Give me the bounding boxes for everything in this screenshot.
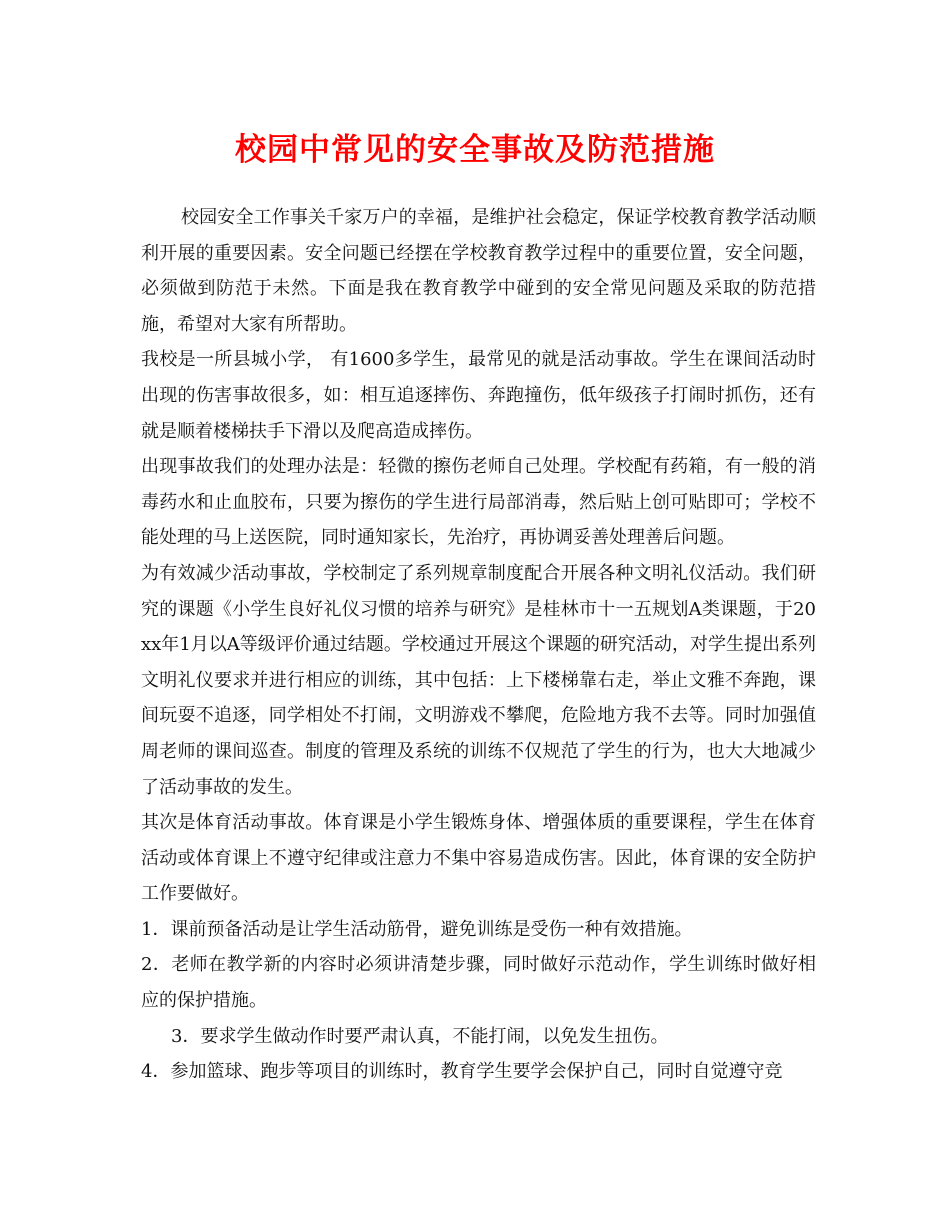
- paragraph-handling-method: 出现事故我们的处理办法是：轻微的擦伤老师自己处理。学校配有药箱，有一般的消毒药水和止血胶布，只要为擦伤的学生进行局部消毒，然后贴上创可贴即可；学校不能处理的马上送医院，同时通知家长，先治疗，再协调妥善处理善后问题。: [141, 456, 816, 549]
- list-item-4: 4．参加篮球、跑步等项目的训练时，教育学生要学会保护自己，同时自觉遵守竞: [141, 1061, 783, 1083]
- document-body: [141, 200, 816, 1090]
- list-item-2: 2．老师在教学新的内容时必须讲清楚步骤，同时做好示范动作，学生训练时做好相应的保护措施。: [141, 954, 816, 1012]
- list-item-1: 1．课前预备活动是让学生活动筋骨，避免训练是受伤一种有效措施。: [141, 918, 693, 940]
- list-item-3: 3．要求学生做动作时要严肃认真，不能打闹，以免发生扭伤。: [171, 1025, 669, 1047]
- document-title: 校园中常见的安全事故及防范措施: [235, 132, 715, 168]
- paragraph-school-background: 我校是一所县城小学， 有1600多学生，最常见的就是活动事故。学生在课间活动时出现的伤害事故很多，如：相互追逐摔伤、奔跑撞伤，低年级孩子打闹时抓伤，还有就是顺着楼梯扶手下滑以及爬高造成摔伤。: [141, 349, 816, 442]
- paragraph-intro: 校园安全工作事关千家万户的幸福，是维护社会稳定，保证学校教育教学活动顺利开展的重要因素。安全问题已经摆在学校教育教学过程中的重要位置，安全问题，必须做到防范于未然。下面是我在教育教学中碰到的安全常见问题及采取的防范措施，希望对大家有所帮助。: [141, 207, 816, 335]
- paragraph-pe-accidents: 其次是体育活动事故。体育课是小学生锻炼身体、增强体质的重要课程，学生在体育活动或体育课上不遵守纪律或注意力不集中容易造成伤害。因此，体育课的安全防护工作要做好。: [141, 812, 816, 905]
- paragraph-prevention-measures: 为有效减少活动事故，学校制定了系列规章制度配合开展各种文明礼仪活动。我们研究的课题《小学生良好礼仪习惯的培养与研究》是桂林市十一五规划A类课题，于20xx年1月以A等级评价通过结题。学校通过开展这个课题的研究活动，对学生提出系列文明礼仪要求并进行相应的训练，其中包括：上下楼梯靠右走，举止文雅不奔跑，课间玩耍不追逐，同学相处不打闹，文明游戏不攀爬，危险地方我不去等。同时加强值周老师的课间巡查。制度的管理及系统的训练不仅规范了学生的行为，也大大地减少了活动事故的发生。: [141, 562, 816, 798]
